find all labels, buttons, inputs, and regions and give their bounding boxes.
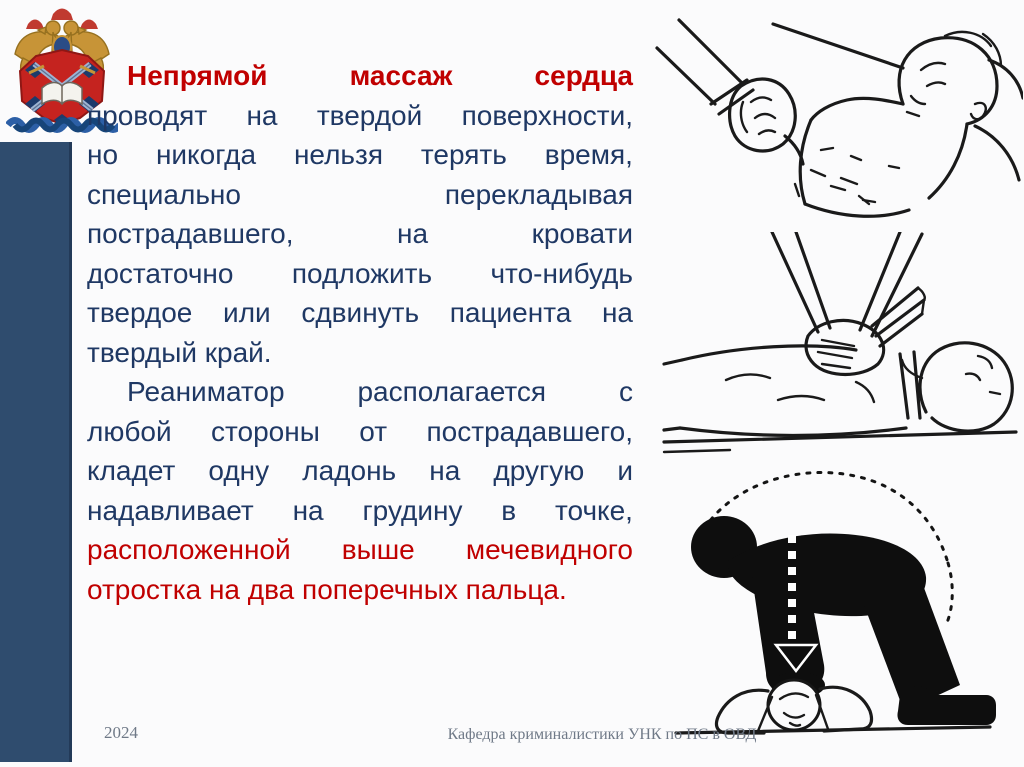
word: на [292,494,324,526]
word: в [501,494,517,526]
illustration-chest-compression [660,232,1024,454]
text-line [87,412,633,452]
word: и [617,455,633,486]
left-accent-bar [0,142,72,762]
text-line [87,254,633,294]
word: твердой [316,99,423,131]
word: пациента [449,297,572,328]
word: но [87,139,119,170]
footer-year: 2024 [104,723,138,742]
text-line: твердый край. [87,336,272,368]
word: проводят [87,99,208,131]
word: на [246,99,278,131]
text-line [87,451,633,491]
word: от [359,415,388,447]
word: достаточно [87,257,234,289]
word: массаж [349,60,453,91]
word: время, [544,139,633,170]
word: перекладывая [444,178,633,210]
word: надавливает [87,494,254,526]
word: сдвинуть [301,297,420,328]
illustration-rescuer-posture [668,465,998,757]
word: стороны [211,415,320,447]
word: нельзя [293,139,383,170]
word: специально [87,178,241,210]
word: или [223,297,271,328]
text-line [87,56,633,96]
rescuer-silhouette [691,516,996,725]
illustration-locating-compression-point [645,8,1023,223]
word: пострадавшего, [426,415,633,447]
word: выше [341,534,415,565]
text-line [87,491,633,531]
text-line [87,175,633,215]
word: сердца [534,60,633,91]
word: с [618,376,633,407]
text-line: отростка на два поперечных пальца. [87,573,567,605]
word: на [397,218,429,249]
word: на [429,455,461,486]
word: Непрямой [127,60,268,91]
text-line [87,96,633,136]
article-text [87,56,633,609]
word: терять [420,139,507,170]
word: точке, [554,494,633,526]
word: твердое [87,297,193,328]
word: любой [87,415,172,447]
word: ладонь [302,455,397,486]
word: подложить [291,257,433,289]
word: Реаниматор [127,376,285,407]
crown-icon [51,9,73,21]
word: пострадавшего, [87,218,294,249]
word: никогда [155,139,257,170]
word: кладет [87,455,176,486]
text-line [87,135,633,175]
text-line [87,530,633,570]
word: что-нибудь [490,257,633,289]
word: грудину [362,494,463,526]
word: другую [493,455,585,486]
word: кровати [531,218,633,249]
text-line [87,214,633,254]
word: расположенной [87,534,291,565]
word: располагается [357,376,547,407]
word: одну [208,455,270,486]
word: мечевидного [465,534,633,565]
text-line [87,293,633,333]
text-line [87,372,633,412]
footer-caption: Кафедра криминалистики УНК по ПС в ОВД [447,726,757,743]
word: поверхности, [461,99,633,131]
open-book-icon [42,82,82,104]
word: на [601,297,633,328]
